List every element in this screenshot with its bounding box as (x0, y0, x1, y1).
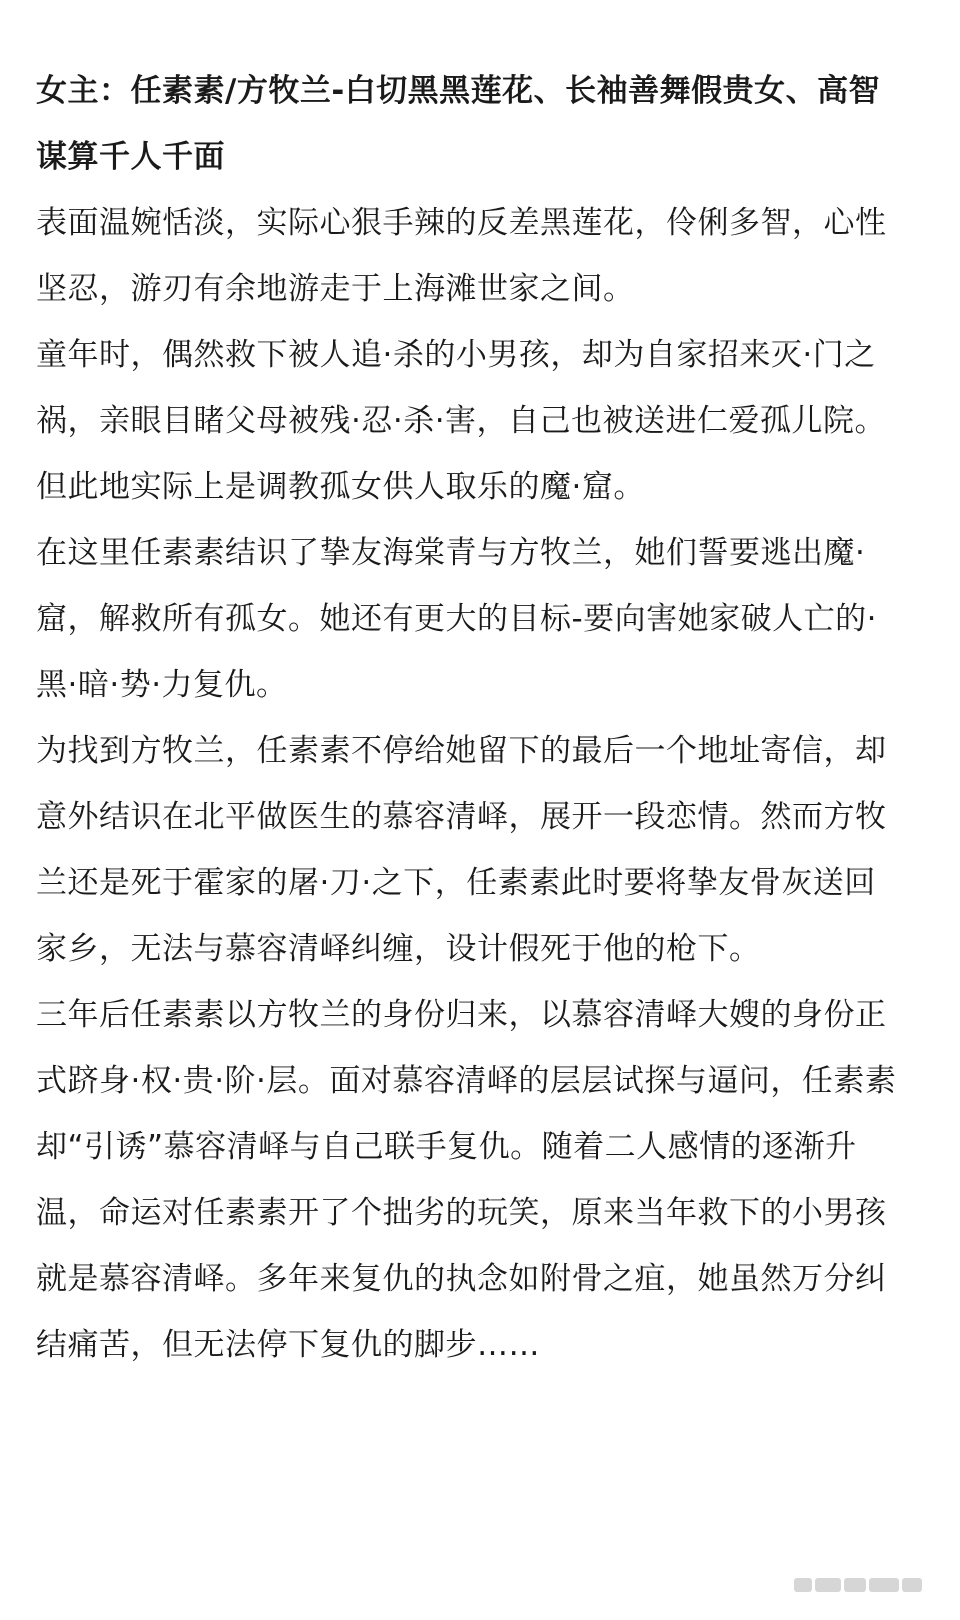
paragraph-romance: 为找到方牧兰，任素素不停给她留下的最后一个地址寄信，却意外结识在北平做医生的慕容清峄，展开一段恋情。然而方牧兰还是死于霍家的屠·刀·之下，任素素此时要将挚友骨灰送回家乡，无法与慕容清峄纠缠，设计假死于他的枪下。 (36, 733, 887, 967)
paragraph-intro: 表面温婉恬淡，实际心狠手辣的反差黑莲花，伶俐多智，心性坚忍，游刃有余地游走于上海滩世家之间。 (36, 205, 887, 307)
paragraph-childhood: 童年时，偶然救下被人追·杀的小男孩，却为自家招来灭·门之祸，亲眼目睹父母被残·忍·杀·害，自己也被送进仁爱孤儿院。但此地实际上是调教孤女供人取乐的魔·窟。 (36, 337, 887, 505)
paragraph-return: 三年后任素素以方牧兰的身份归来，以慕容清峄大嫂的身份正式跻身·权·贵·阶·层。面对慕容清峄的层层试探与逼问，任素素却“引诱”慕容清峄与自己联手复仇。随着二人感情的逐渐升温，命运对任素素开了个拙劣的玩笑，原来当年救下的小男孩就是慕容清峄。多年来复仇的执念如附骨之疽，她虽然万分纠结痛苦，但无法停下复仇的脚步…… (36, 997, 897, 1363)
article-body (36, 58, 904, 1378)
article-heading: 女主：任素素/方牧兰-白切黑黑莲花、长袖善舞假贵女、高智谋算千人千面 (36, 73, 881, 175)
paragraph-orphanage: 在这里任素素结识了挚友海棠青与方牧兰，她们誓要逃出魔·窟，解救所有孤女。她还有更大的目标-要向害她家破人亡的·黑·暗·势·力复仇。 (36, 535, 878, 703)
watermark (794, 1574, 934, 1596)
